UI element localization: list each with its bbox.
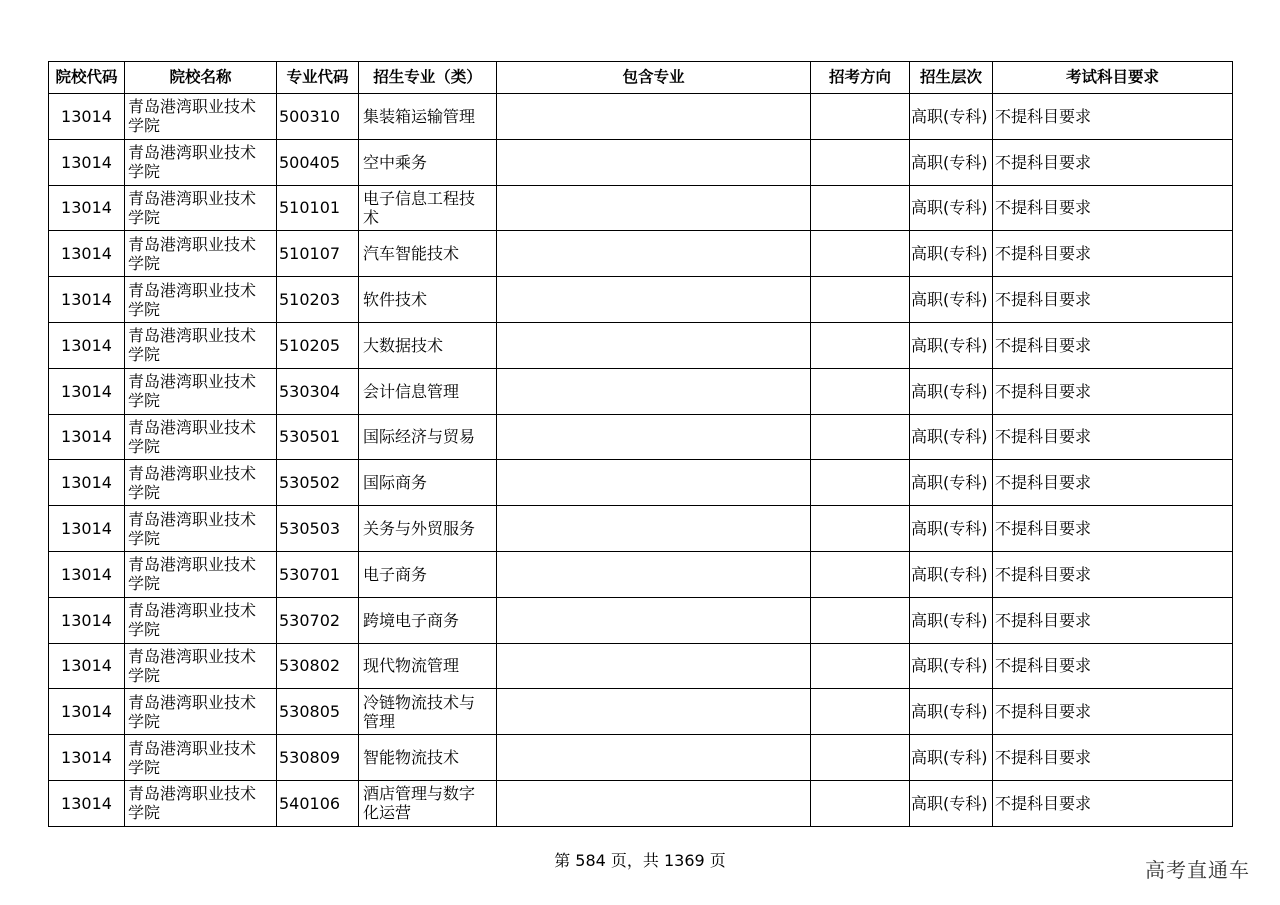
cell-level: 高职(专科) xyxy=(910,506,993,552)
cell-level: 高职(专科) xyxy=(910,231,993,277)
cell-requirement: 不提科目要求 xyxy=(993,551,1233,597)
cell-school-code: 13014 xyxy=(49,735,125,781)
cell-school-code: 13014 xyxy=(49,597,125,643)
cell-school-name: 青岛港湾职业技术学院 xyxy=(125,643,277,689)
cell-direction xyxy=(811,460,910,506)
table-row xyxy=(49,414,1233,460)
cell-included-majors xyxy=(497,735,811,781)
cell-major-code: 510203 xyxy=(277,277,359,323)
cell-requirement: 不提科目要求 xyxy=(993,689,1233,735)
cell-school-name: 青岛港湾职业技术学院 xyxy=(125,185,277,231)
table-header-row xyxy=(49,62,1233,94)
cell-school-code: 13014 xyxy=(49,231,125,277)
cell-direction xyxy=(811,551,910,597)
cell-school-code: 13014 xyxy=(49,414,125,460)
cell-school-name: 青岛港湾职业技术学院 xyxy=(125,689,277,735)
cell-requirement: 不提科目要求 xyxy=(993,185,1233,231)
cell-requirement: 不提科目要求 xyxy=(993,94,1233,140)
table-row xyxy=(49,780,1233,826)
cell-major: 跨境电子商务 xyxy=(359,597,497,643)
table-row xyxy=(49,185,1233,231)
cell-level: 高职(专科) xyxy=(910,414,993,460)
cell-direction xyxy=(811,94,910,140)
cell-major: 大数据技术 xyxy=(359,322,497,368)
header-level: 招生层次 xyxy=(910,62,993,94)
cell-requirement: 不提科目要求 xyxy=(993,231,1233,277)
cell-school-code: 13014 xyxy=(49,277,125,323)
cell-major: 电子商务 xyxy=(359,551,497,597)
cell-included-majors xyxy=(497,460,811,506)
cell-school-code: 13014 xyxy=(49,460,125,506)
cell-major: 空中乘务 xyxy=(359,139,497,185)
cell-direction xyxy=(811,414,910,460)
cell-included-majors xyxy=(497,322,811,368)
cell-level: 高职(专科) xyxy=(910,735,993,781)
cell-direction xyxy=(811,689,910,735)
cell-major: 国际经济与贸易 xyxy=(359,414,497,460)
cell-included-majors xyxy=(497,689,811,735)
page-footer xyxy=(0,848,1280,871)
cell-school-name: 青岛港湾职业技术学院 xyxy=(125,277,277,323)
cell-major-code: 530503 xyxy=(277,506,359,552)
cell-school-name: 青岛港湾职业技术学院 xyxy=(125,735,277,781)
header-school-name: 院校名称 xyxy=(125,62,277,94)
table-row xyxy=(49,597,1233,643)
table-body xyxy=(49,94,1233,827)
cell-included-majors xyxy=(497,551,811,597)
cell-school-name: 青岛港湾职业技术学院 xyxy=(125,551,277,597)
cell-direction xyxy=(811,277,910,323)
cell-level: 高职(专科) xyxy=(910,643,993,689)
watermark-text: 高考直通车 xyxy=(1145,858,1250,882)
cell-major: 软件技术 xyxy=(359,277,497,323)
cell-requirement: 不提科目要求 xyxy=(993,780,1233,826)
cell-requirement: 不提科目要求 xyxy=(993,735,1233,781)
cell-school-name: 青岛港湾职业技术学院 xyxy=(125,94,277,140)
cell-direction xyxy=(811,735,910,781)
cell-level: 高职(专科) xyxy=(910,597,993,643)
cell-major: 电子信息工程技术 xyxy=(359,185,497,231)
cell-major-code: 530304 xyxy=(277,368,359,414)
cell-school-name: 青岛港湾职业技术学院 xyxy=(125,231,277,277)
cell-included-majors xyxy=(497,780,811,826)
cell-level: 高职(专科) xyxy=(910,277,993,323)
cell-school-name: 青岛港湾职业技术学院 xyxy=(125,506,277,552)
cell-school-code: 13014 xyxy=(49,139,125,185)
cell-direction xyxy=(811,780,910,826)
cell-level: 高职(专科) xyxy=(910,460,993,506)
cell-school-name: 青岛港湾职业技术学院 xyxy=(125,322,277,368)
table-row xyxy=(49,139,1233,185)
table-row xyxy=(49,689,1233,735)
header-major: 招生专业（类） xyxy=(359,62,497,94)
cell-requirement: 不提科目要求 xyxy=(993,460,1233,506)
cell-requirement: 不提科目要求 xyxy=(993,322,1233,368)
cell-level: 高职(专科) xyxy=(910,322,993,368)
cell-requirement: 不提科目要求 xyxy=(993,643,1233,689)
cell-major-code: 540106 xyxy=(277,780,359,826)
table-row xyxy=(49,368,1233,414)
cell-major-code: 510107 xyxy=(277,231,359,277)
cell-school-code: 13014 xyxy=(49,780,125,826)
table-row xyxy=(49,735,1233,781)
cell-direction xyxy=(811,506,910,552)
table-row xyxy=(49,460,1233,506)
cell-major-code: 500405 xyxy=(277,139,359,185)
cell-major: 现代物流管理 xyxy=(359,643,497,689)
cell-direction xyxy=(811,597,910,643)
table-row xyxy=(49,322,1233,368)
admission-table xyxy=(48,61,1233,827)
cell-direction xyxy=(811,139,910,185)
cell-school-name: 青岛港湾职业技术学院 xyxy=(125,460,277,506)
cell-included-majors xyxy=(497,597,811,643)
cell-direction xyxy=(811,231,910,277)
cell-major-code: 510101 xyxy=(277,185,359,231)
header-major-code: 专业代码 xyxy=(277,62,359,94)
table-row xyxy=(49,551,1233,597)
cell-school-code: 13014 xyxy=(49,506,125,552)
cell-major: 集装箱运输管理 xyxy=(359,94,497,140)
cell-school-code: 13014 xyxy=(49,94,125,140)
cell-major: 冷链物流技术与管理 xyxy=(359,689,497,735)
cell-major-code: 530502 xyxy=(277,460,359,506)
cell-major: 会计信息管理 xyxy=(359,368,497,414)
cell-included-majors xyxy=(497,643,811,689)
cell-school-code: 13014 xyxy=(49,551,125,597)
cell-school-name: 青岛港湾职业技术学院 xyxy=(125,597,277,643)
cell-requirement: 不提科目要求 xyxy=(993,506,1233,552)
cell-major: 汽车智能技术 xyxy=(359,231,497,277)
page-number: 第 584 页，共 1369 页 xyxy=(554,851,726,870)
cell-included-majors xyxy=(497,139,811,185)
cell-major-code: 530805 xyxy=(277,689,359,735)
cell-included-majors xyxy=(497,414,811,460)
header-requirement: 考试科目要求 xyxy=(993,62,1233,94)
cell-major-code: 530809 xyxy=(277,735,359,781)
cell-level: 高职(专科) xyxy=(910,368,993,414)
table-row xyxy=(49,277,1233,323)
cell-major-code: 530702 xyxy=(277,597,359,643)
cell-level: 高职(专科) xyxy=(910,689,993,735)
cell-requirement: 不提科目要求 xyxy=(993,139,1233,185)
cell-level: 高职(专科) xyxy=(910,94,993,140)
cell-school-code: 13014 xyxy=(49,322,125,368)
header-school-code: 院校代码 xyxy=(49,62,125,94)
cell-major-code: 530802 xyxy=(277,643,359,689)
cell-requirement: 不提科目要求 xyxy=(993,368,1233,414)
cell-included-majors xyxy=(497,277,811,323)
cell-level: 高职(专科) xyxy=(910,185,993,231)
table-row xyxy=(49,506,1233,552)
cell-school-name: 青岛港湾职业技术学院 xyxy=(125,139,277,185)
cell-major-code: 530501 xyxy=(277,414,359,460)
cell-major-code: 510205 xyxy=(277,322,359,368)
cell-included-majors xyxy=(497,368,811,414)
cell-requirement: 不提科目要求 xyxy=(993,597,1233,643)
header-direction: 招考方向 xyxy=(811,62,910,94)
cell-level: 高职(专科) xyxy=(910,139,993,185)
cell-school-code: 13014 xyxy=(49,643,125,689)
cell-included-majors xyxy=(497,185,811,231)
cell-direction xyxy=(811,322,910,368)
cell-major-code: 530701 xyxy=(277,551,359,597)
cell-school-code: 13014 xyxy=(49,689,125,735)
cell-major: 国际商务 xyxy=(359,460,497,506)
cell-major-code: 500310 xyxy=(277,94,359,140)
cell-included-majors xyxy=(497,506,811,552)
cell-direction xyxy=(811,185,910,231)
admission-table-container xyxy=(48,61,1232,827)
cell-school-code: 13014 xyxy=(49,368,125,414)
cell-major: 智能物流技术 xyxy=(359,735,497,781)
cell-level: 高职(专科) xyxy=(910,780,993,826)
cell-major: 关务与外贸服务 xyxy=(359,506,497,552)
cell-school-name: 青岛港湾职业技术学院 xyxy=(125,368,277,414)
cell-school-name: 青岛港湾职业技术学院 xyxy=(125,780,277,826)
cell-direction xyxy=(811,368,910,414)
cell-level: 高职(专科) xyxy=(910,551,993,597)
cell-included-majors xyxy=(497,231,811,277)
cell-included-majors xyxy=(497,94,811,140)
table-row xyxy=(49,231,1233,277)
cell-school-code: 13014 xyxy=(49,185,125,231)
table-row xyxy=(49,643,1233,689)
table-row xyxy=(49,94,1233,140)
cell-direction xyxy=(811,643,910,689)
header-included-majors: 包含专业 xyxy=(497,62,811,94)
cell-major: 酒店管理与数字化运营 xyxy=(359,780,497,826)
cell-requirement: 不提科目要求 xyxy=(993,277,1233,323)
cell-requirement: 不提科目要求 xyxy=(993,414,1233,460)
cell-school-name: 青岛港湾职业技术学院 xyxy=(125,414,277,460)
